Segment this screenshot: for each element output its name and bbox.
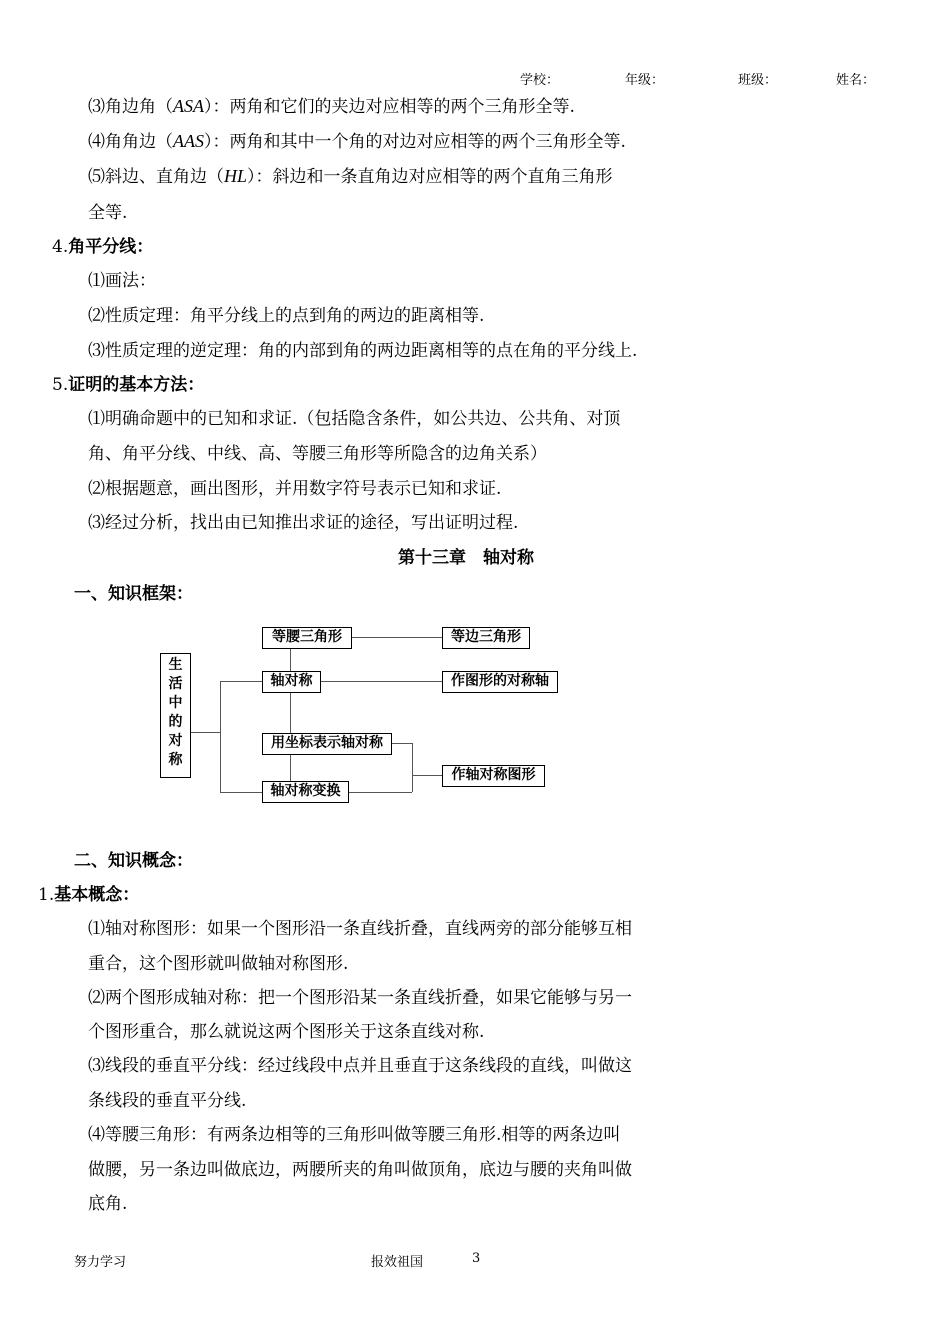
concepts-sub-title: 基本概念： — [54, 885, 140, 905]
connector-line — [220, 681, 221, 792]
framework-root-box — [160, 653, 191, 778]
concept-line: 个图形重合，那么就说这两个图形关于这条直线对称. — [88, 1022, 485, 1042]
connector-line — [390, 743, 412, 744]
header-school-label: 学校： — [520, 73, 560, 88]
congruence-hl — [88, 166, 613, 187]
root-char: 对 — [168, 733, 183, 749]
section4-num: 4. — [52, 237, 69, 257]
header-grade-label: 年级： — [625, 73, 665, 88]
connector-line — [350, 637, 443, 638]
congruence-aas — [88, 131, 626, 152]
footer-center: 报效祖国 — [371, 1255, 424, 1270]
concept-line: 做腰，另一条边叫做底边，两腰所夹的角叫做顶角，底边与腰的夹角叫做 — [88, 1160, 632, 1180]
section5-item: ⑶经过分析，找出由已知推出求证的途径，写出证明过程. — [88, 513, 519, 533]
congruence-asa — [88, 96, 575, 117]
connector-line — [412, 743, 413, 792]
asa-math: ASA — [173, 96, 204, 116]
concept-line: 重合，这个图形就叫做轴对称图形. — [88, 954, 349, 974]
asa-prefix: ⑶角边角（ — [88, 97, 173, 117]
section5-num: 5. — [52, 375, 69, 395]
congruence-hl-cont: 全等. — [88, 203, 128, 223]
box-equilateral-triangle: 等边三角形 — [442, 627, 530, 649]
framework-heading: 一、知识框架： — [74, 584, 193, 604]
concepts-subheading — [38, 885, 139, 905]
aas-math: AAS — [173, 131, 204, 151]
hl-prefix: ⑸斜边、直角边（ — [88, 167, 224, 187]
section4-title: 角平分线： — [68, 237, 154, 257]
section5-item: ⑴明确命题中的已知和求证.（包括隐含条件，如公共边、公共角、对顶 — [88, 409, 621, 429]
header-name-label: 姓名： — [836, 73, 876, 88]
section4-heading — [52, 237, 153, 257]
hl-suffix: ）：斜边和一条直角边对应相等的两个直角三角形 — [247, 167, 613, 187]
concept-line: ⑵两个图形成轴对称：把一个图形沿某一条直线折叠，如果它能够与另一 — [88, 988, 632, 1008]
section4-item: ⑵性质定理：角平分线上的点到角的两边的距离相等. — [88, 306, 485, 326]
aas-suffix: ）：两角和其中一个角的对边对应相等的两个三角形全等. — [204, 132, 626, 152]
connector-line — [191, 732, 220, 733]
root-char: 的 — [168, 714, 183, 730]
section5-item: 角、角平分线、中线、高、等腰三角形等所隐含的边角关系） — [88, 444, 547, 464]
asa-suffix: ）：两角和它们的夹边对应相等的两个三角形全等. — [204, 97, 575, 117]
concept-line: ⑷等腰三角形：有两条边相等的三角形叫做等腰三角形.相等的两条边叫 — [88, 1125, 621, 1145]
connector-line — [412, 775, 442, 776]
section4-item: ⑴画法： — [88, 271, 156, 291]
aas-prefix: ⑷角角边（ — [88, 132, 173, 152]
hl-math: HL — [224, 166, 248, 186]
root-char: 称 — [168, 752, 183, 768]
concepts-heading: 二、知识概念： — [74, 851, 193, 871]
section4-item: ⑶性质定理的逆定理：角的内部到角的两边距离相等的点在角的平分线上. — [88, 341, 638, 361]
connector-line — [290, 692, 291, 733]
box-draw-symmetry-axis: 作图形的对称轴 — [442, 671, 558, 693]
connector-line — [290, 753, 291, 781]
concept-line: ⑶线段的垂直平分线：经过线段中点并且垂直于这条线段的直线，叫做这 — [88, 1056, 632, 1076]
connector-line — [220, 792, 262, 793]
section5-item: ⑵根据题意，画出图形，并用数字符号表示已知和求证. — [88, 479, 502, 499]
concept-line: ⑴轴对称图形：如果一个图形沿一条直线折叠，直线两旁的部分能够互相 — [88, 919, 632, 939]
connector-line — [220, 681, 262, 682]
root-char: 活 — [168, 676, 183, 692]
concept-line: 条线段的垂直平分线. — [88, 1091, 247, 1111]
connector-line — [290, 648, 291, 672]
box-draw-symmetric-figure: 作轴对称图形 — [442, 765, 545, 787]
header-class-label: 班级： — [738, 73, 778, 88]
box-symmetry-transform: 轴对称变换 — [262, 781, 349, 803]
box-coordinate-symmetry: 用坐标表示轴对称 — [262, 733, 392, 755]
footer-left: 努力学习 — [74, 1255, 127, 1270]
concepts-sub-num: 1. — [38, 885, 55, 905]
section5-heading — [52, 375, 204, 395]
root-char: 生 — [168, 657, 183, 673]
connector-line — [319, 681, 442, 682]
box-isosceles-triangle: 等腰三角形 — [262, 627, 352, 649]
footer-page-number: 3 — [472, 1251, 481, 1266]
box-axis-symmetry: 轴对称 — [262, 671, 321, 693]
root-char: 中 — [168, 695, 183, 711]
section5-title: 证明的基本方法： — [68, 375, 205, 395]
chapter-title: 第十三章 轴对称 — [398, 548, 534, 568]
connector-line — [347, 792, 412, 793]
concept-line: 底角. — [88, 1194, 128, 1214]
